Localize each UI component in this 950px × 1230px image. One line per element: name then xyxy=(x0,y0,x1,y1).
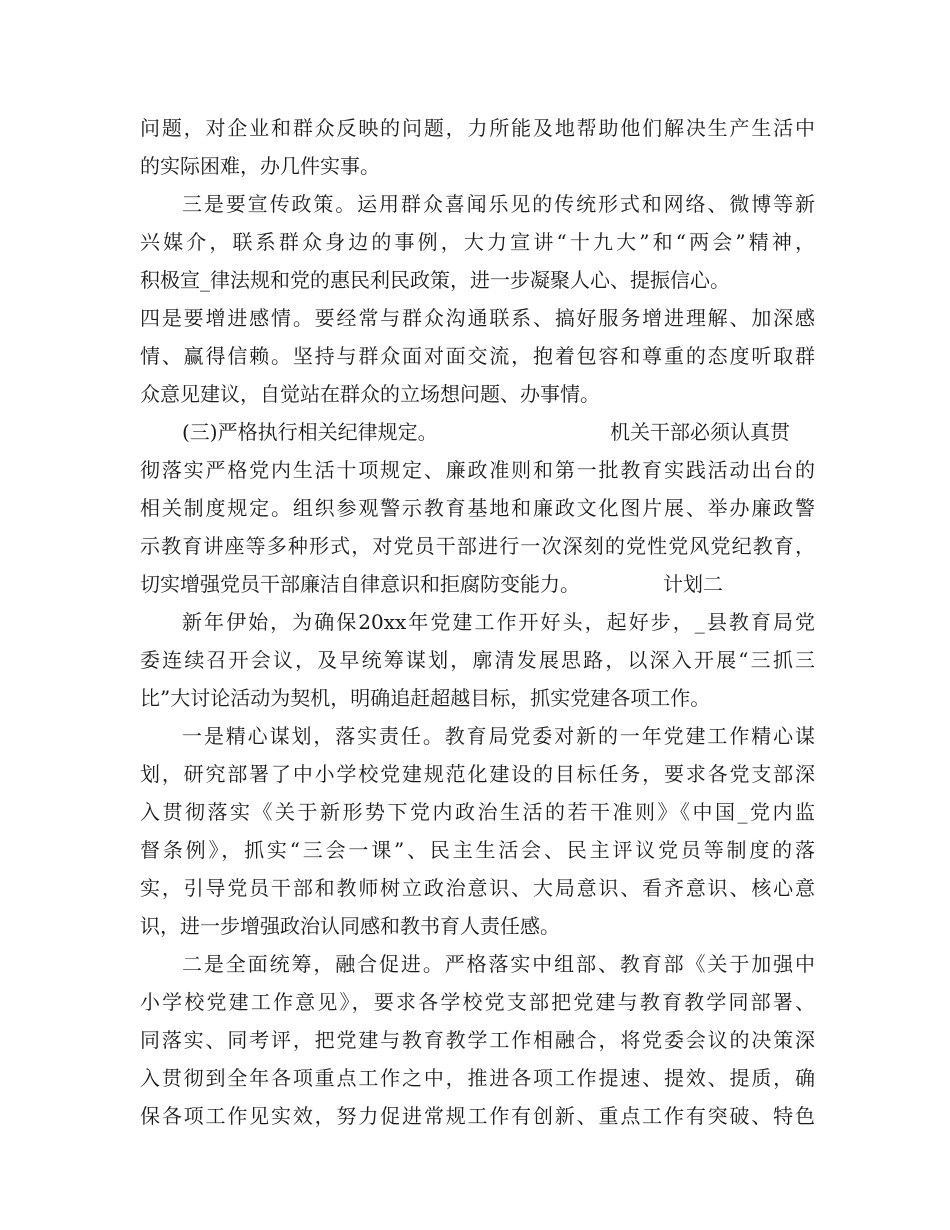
text-line: 保各项工作见实效，努力促进常规工作有创新、重点工作有突破、特色 xyxy=(140,1104,815,1128)
text-line: 识，进一步增强政治认同感和教书育人责任感。 xyxy=(140,914,560,938)
text-line: 彻落实严格党内生活十项规定、廉政准则和第一批教育实践活动出台的 xyxy=(140,458,815,482)
text-line: 督条例》，抓实“三会一课”、民主生活会、民主评议党员等制度的落 xyxy=(140,838,815,862)
text-line: 同落实、同考评，把党建与教育教学工作相融合，将党委会议的决策深 xyxy=(140,1028,815,1052)
plan-heading: 计划二 xyxy=(663,572,723,596)
text-line: 的实际困难，办几件实事。 xyxy=(140,154,380,178)
text-line: 入贯彻到全年各项重点工作之中，推进各项工作提速、提效、提质，确 xyxy=(140,1066,815,1090)
text-line: 新年伊始，为确保20xx年党建工作开好头，起好步，_县教育局党 xyxy=(182,610,815,634)
text-line: 情、赢得信赖。坚持与群众面对面交流，抱着包容和尊重的态度听取群 xyxy=(140,344,815,368)
text-line: 划，研究部署了中小学校党建规范化建设的目标任务，要求各党支部深 xyxy=(140,762,815,786)
text-line: 比”大讨论活动为契机，明确追赶超越目标，抓实党建各项工作。 xyxy=(140,686,711,710)
text-line: 兴媒介，联系群众身边的事例，大力宣讲“十九大”和“两会”精神， xyxy=(140,230,815,254)
section-heading: (三)严格执行相关纪律规定。 xyxy=(182,420,438,444)
text-line: 积极宣_律法规和党的惠民利民政策，进一步凝聚人心、提振信心。 xyxy=(140,268,730,292)
text-line: 问题，对企业和群众反映的问题，力所能及地帮助他们解决生产生活中 xyxy=(140,116,815,140)
text-line: 入贯彻落实《关于新形势下党内政治生活的若干准则》《中国_党内监 xyxy=(140,800,815,824)
text-line: 众意见建议，自觉站在群众的立场想问题、办事情。 xyxy=(140,382,600,406)
text-line: 切实增强党员干部廉洁自律意识和拒腐防变能力。 xyxy=(140,572,580,596)
text-line: 四是要增进感情。要经常与群众沟通联系、搞好服务增进理解、加深感 xyxy=(140,306,815,330)
text-line: 小学校党建工作意见》，要求各学校党支部把党建与教育教学同部署、 xyxy=(140,990,815,1014)
text-line: 委连续召开会议，及早统筹谋划，廓清发展思路，以深入开展“三抓三 xyxy=(140,648,815,672)
text-line: 一是精心谋划，落实责任。教育局党委对新的一年党建工作精心谋 xyxy=(182,724,815,748)
text-line: 三是要宣传政策。运用群众喜闻乐见的传统形式和网络、微博等新 xyxy=(182,192,815,216)
text-line: 相关制度规定。组织参观警示教育基地和廉政文化图片展、举办廉政警 xyxy=(140,496,815,520)
text-line: 实，引导党员干部和教师树立政治意识、大局意识、看齐意识、核心意 xyxy=(140,876,815,900)
text-line: 机关干部必须认真贯 xyxy=(610,420,790,444)
text-line: 示教育讲座等多种形式，对党员干部进行一次深刻的党性党风党纪教育， xyxy=(140,534,815,558)
text-line: 二是全面统筹，融合促进。严格落实中组部、教育部《关于加强中 xyxy=(182,952,815,976)
